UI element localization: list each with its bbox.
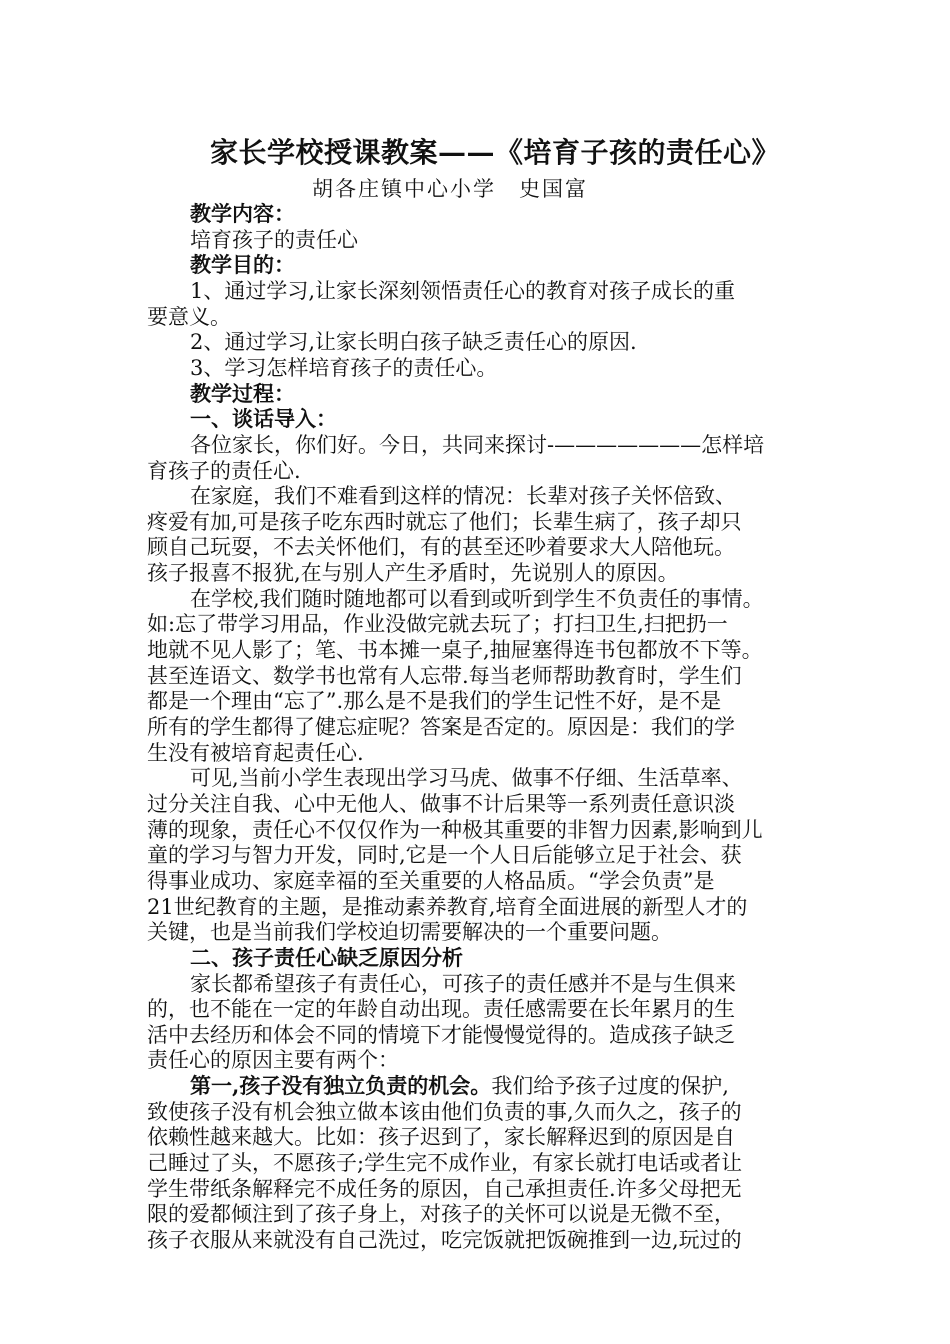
text-line: 要意义。 [147, 304, 231, 329]
text-line: 家长都希望孩子有责任心，可孩子的责任感并不是与生俱来 [190, 971, 736, 996]
text-line: 限的爱都倾注到了孩子身上，对孩子的关怀可以说是无微不至， [147, 1202, 735, 1227]
text-line: 关键，也是当前我们学校迫切需要解决的一个重要问题。 [147, 920, 672, 945]
text-line: 2、通过学习,让家长明白孩子缺乏责任心的原因. [190, 330, 637, 355]
text-line: 如:忘了带学习用品，作业没做完就去玩了；打扫卫生,扫把扔一 [147, 612, 728, 637]
text-line: 活中去经历和体会不同的情境下才能慢慢觉得的。造成孩子缺乏 [147, 1022, 735, 1047]
text-line: 责任心的原因主要有两个： [147, 1048, 399, 1073]
text-line: 过分关注自我、心中无他人、做事不计后果等一系列责任意识淡 [147, 791, 735, 816]
text-line: 所有的学生都得了健忘症呢？答案是否定的。原因是：我们的学 [147, 715, 735, 739]
text-line: 各位家长，你们好。今日，共同来探讨-———————怎样培 [190, 432, 765, 457]
text-line: 己睡过了头，不愿孩子;学生完不成作业，有家长就打电话或者让 [147, 1151, 743, 1176]
text-line: 1、通过学习,让家长深刻领悟责任心的教育对孩子成长的重 [190, 278, 736, 303]
text-line: 二、孩子责任心缺乏原因分析 [190, 944, 463, 970]
text-line: 甚至连语文、数学书也常有人忘带.每当老师帮助教育时，学生们 [147, 663, 742, 688]
line-text: 我们给予孩子过度的保护, [491, 1074, 729, 1099]
text-line: 依赖性越来越大。比如：孩子迟到了，家长解释迟到的原因是自 [147, 1125, 735, 1150]
text-line: 学生带纸条解释完不成任务的原因，自己承担责任.许多父母把无 [147, 1176, 742, 1201]
document-title: 家长学校授课教案——《培育子孩的责任心》 [209, 136, 780, 169]
text-line [190, 1073, 729, 1099]
text-line: 教学内容： [190, 201, 295, 226]
text-line: 致使孩子没有机会独立做本该由他们负责的事,久而久之，孩子的 [147, 1099, 742, 1124]
text-line: 顾自己玩耍，不去关怀他们，有的甚至还吵着要求大人陪他玩。 [147, 535, 735, 560]
text-line: 都是一个理由“忘了”.那么是不是我们的学生记性不好，是不是 [147, 689, 722, 714]
author-line: 胡各庄镇中心小学 史国富 [312, 177, 588, 201]
text-line: 一、谈话导入： [190, 406, 337, 432]
text-line: 生没有被培育起责任心. [147, 740, 364, 765]
text-line: 教学过程： [190, 380, 295, 406]
text-line: 3、学习怎样培育孩子的责任心。 [190, 355, 498, 380]
text-line: 得事业成功、家庭幸福的至关重要的人格品质。“学会负责”是 [147, 868, 715, 893]
text-line: 育孩子的责任心. [147, 458, 301, 483]
text-line: 21世纪教育的主题，是推动素养教育,培育全面进展的新型人才的 [147, 894, 748, 919]
text-line: 在家庭，我们不难看到这样的情况：长辈对孩子关怀倍致、 [190, 484, 736, 509]
text-line: 地就不见人影了；笔、书本摊一桌子,抽屉塞得连书包都放不下等。 [147, 638, 763, 663]
text-line: 孩子衣服从来就没有自己洗过，吃完饭就把饭碗推到一边,玩过的 [147, 1228, 742, 1252]
text-line: 童的学习与智力开发，同时,它是一个人日后能够立足于社会、获 [147, 843, 742, 868]
text-line: 的，也不能在一定的年龄自动出现。责任感需要在长年累月的生 [147, 997, 735, 1022]
text-line: 在学校,我们随时随地都可以看到或听到学生不负责任的事情。 [190, 586, 764, 611]
text-line: 孩子报喜不报犹,在与别人产生矛盾时，先说别人的原因。 [147, 561, 679, 586]
text-line: 培育孩子的责任心 [190, 227, 358, 252]
text-line: 薄的现象，责任心不仅仅作为一种极其重要的非智力因素,影响到儿 [147, 817, 763, 842]
text-line: 疼爱有加,可是孩子吃东西时就忘了他们；长辈生病了，孩子却只 [147, 509, 742, 534]
bold-lead-in: 第一,孩子没有独立负责的机会。 [190, 1073, 492, 1099]
text-line: 可见,当前小学生表现出学习马虎、做事不仔细、生活草率、 [190, 766, 743, 791]
text-line: 教学目的： [190, 252, 295, 278]
